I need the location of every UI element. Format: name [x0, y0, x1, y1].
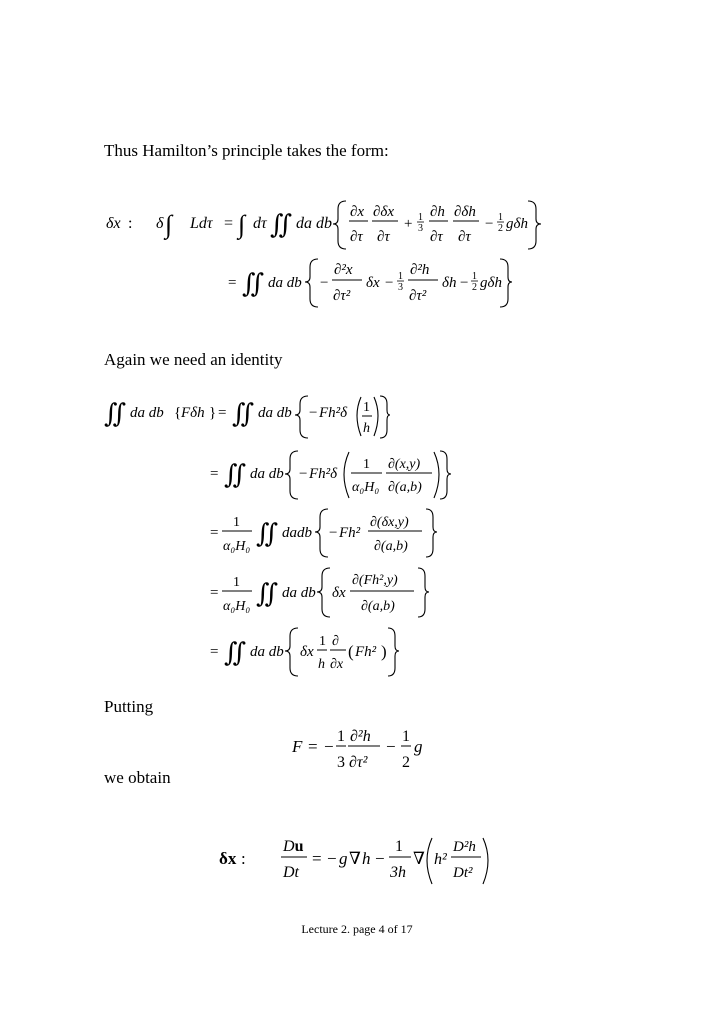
svg-text:{: { — [174, 405, 182, 421]
svg-text:∂τ: ∂τ — [458, 229, 471, 245]
svg-text:1: 1 — [402, 728, 410, 745]
svg-text:δx: δx — [300, 644, 314, 660]
svg-text:g: g — [339, 849, 348, 868]
svg-text:∂x: ∂x — [350, 204, 365, 220]
svg-text:∬: ∬ — [256, 579, 279, 608]
equation-hamilton-line-2 — [222, 254, 512, 310]
svg-text:gδh: gδh — [480, 275, 502, 291]
svg-text:δx: δx — [106, 215, 121, 232]
svg-text:−: − — [327, 849, 337, 868]
svg-text:∂(a,b): ∂(a,b) — [374, 539, 408, 554]
svg-text:−: − — [329, 525, 338, 541]
svg-text:2: 2 — [402, 754, 410, 771]
svg-text:da db: da db — [250, 466, 284, 482]
svg-text:∫: ∫ — [165, 210, 173, 239]
svg-text:g: g — [414, 737, 423, 756]
svg-text:da db: da db — [268, 275, 302, 291]
svg-text:gδh: gδh — [506, 216, 528, 232]
svg-text:2: 2 — [498, 223, 503, 234]
svg-text:−: − — [324, 737, 334, 756]
equation-identity-line-2 — [206, 448, 451, 504]
svg-text:D²h: D²h — [453, 839, 476, 855]
svg-text:dτ: dτ — [253, 215, 267, 232]
svg-text:da db: da db — [282, 585, 316, 601]
svg-text:1: 1 — [319, 634, 326, 649]
svg-text:∫: ∫ — [238, 210, 246, 239]
svg-text:Ldτ: Ldτ — [190, 215, 213, 232]
svg-text:∂x: ∂x — [330, 657, 344, 672]
svg-text:δh: δh — [442, 275, 457, 291]
svg-text:=: = — [218, 405, 227, 421]
svg-text:∂(δx,y): ∂(δx,y) — [370, 515, 409, 530]
svg-text:Dt: Dt — [283, 864, 299, 881]
svg-text:=: = — [312, 849, 322, 868]
svg-text:α₀H₀: α₀H₀ — [223, 539, 251, 554]
svg-text:h: h — [363, 421, 370, 436]
svg-text:da db: da db — [296, 215, 332, 232]
svg-text:δx: δx — [219, 849, 237, 868]
svg-text:3h: 3h — [390, 864, 406, 881]
svg-text:Fh²δ: Fh²δ — [319, 405, 348, 421]
svg-text:∂δh: ∂δh — [454, 204, 476, 220]
svg-text:1: 1 — [363, 400, 370, 415]
svg-text:1: 1 — [233, 575, 240, 590]
svg-text:=: = — [210, 466, 219, 482]
svg-text:h²: h² — [434, 851, 447, 868]
svg-text:∬: ∬ — [232, 399, 255, 428]
svg-text:1: 1 — [472, 271, 477, 282]
svg-text:1: 1 — [337, 728, 345, 745]
equation-result — [215, 832, 505, 890]
svg-text:=: = — [228, 275, 237, 291]
svg-text:h: h — [318, 657, 325, 672]
svg-text:F: F — [292, 737, 303, 756]
svg-text:δx: δx — [332, 585, 346, 601]
svg-text:∂τ: ∂τ — [350, 229, 363, 245]
svg-text:=: = — [210, 525, 219, 541]
svg-text:1: 1 — [233, 515, 240, 530]
svg-text:1: 1 — [398, 271, 403, 282]
svg-text:Fh²: Fh² — [339, 525, 361, 541]
svg-text:∂(Fh²,y): ∂(Fh²,y) — [352, 573, 398, 588]
paragraph-putting: Putting — [104, 697, 154, 716]
equation-identity-line-5 — [206, 624, 406, 680]
svg-text:∂: ∂ — [332, 634, 339, 649]
page-footer: Lecture 2. page 4 of 17 — [301, 922, 413, 936]
svg-text:∂τ²: ∂τ² — [409, 288, 427, 304]
svg-text:1: 1 — [418, 212, 423, 223]
svg-text:−: − — [309, 405, 318, 421]
svg-text:∂(a,b): ∂(a,b) — [388, 480, 422, 495]
svg-text:Fh²δ: Fh²δ — [309, 466, 338, 482]
svg-text:1: 1 — [363, 457, 370, 472]
svg-text:=: = — [210, 585, 219, 601]
svg-text:∂τ²: ∂τ² — [349, 754, 368, 771]
svg-text:∂²h: ∂²h — [410, 262, 430, 278]
svg-text:Du: Du — [283, 838, 304, 855]
svg-text:∂²x: ∂²x — [334, 262, 353, 278]
svg-text:Fδh: Fδh — [181, 405, 205, 421]
svg-text:∂h: ∂h — [430, 204, 445, 220]
svg-text:−: − — [385, 275, 394, 291]
svg-text:): ) — [381, 642, 387, 661]
svg-text:(: ( — [348, 642, 354, 661]
svg-text:−: − — [485, 216, 494, 232]
equation-hamilton-line-1 — [100, 195, 540, 255]
svg-text:∂(x,y): ∂(x,y) — [388, 457, 421, 472]
svg-text:−: − — [320, 275, 329, 291]
paragraph-we-obtain: we obtain — [104, 768, 171, 787]
svg-text:−: − — [460, 275, 469, 291]
svg-text:∬: ∬ — [270, 210, 293, 239]
svg-text:δ: δ — [156, 215, 164, 232]
svg-text::: : — [241, 849, 246, 868]
svg-text:∬: ∬ — [224, 638, 247, 667]
svg-text:∇: ∇ — [349, 849, 361, 868]
svg-text:da db: da db — [258, 405, 292, 421]
svg-text:}: } — [209, 405, 217, 421]
svg-text:∬: ∬ — [242, 269, 265, 298]
equation-identity-line-1 — [100, 394, 390, 448]
svg-text:h: h — [362, 849, 371, 868]
svg-text:da db: da db — [130, 405, 164, 421]
svg-text:Fh²: Fh² — [355, 644, 377, 660]
svg-text:3: 3 — [337, 754, 345, 771]
svg-text:−: − — [375, 849, 385, 868]
svg-text:da db: da db — [250, 644, 284, 660]
svg-text:−: − — [299, 466, 308, 482]
svg-text:1: 1 — [395, 838, 403, 855]
paragraph-identity-intro: Again we need an identity — [104, 350, 283, 369]
svg-text:dadb: dadb — [282, 525, 312, 541]
svg-text:1: 1 — [498, 212, 503, 223]
svg-text:∂(a,b): ∂(a,b) — [361, 599, 395, 614]
svg-text:Dt²: Dt² — [453, 865, 473, 881]
svg-text:+: + — [404, 216, 413, 232]
svg-text:3: 3 — [398, 282, 403, 293]
svg-text:∬: ∬ — [224, 460, 247, 489]
svg-text:α₀H₀: α₀H₀ — [352, 480, 380, 495]
svg-text:∬: ∬ — [104, 399, 127, 428]
svg-text:3: 3 — [418, 223, 423, 234]
equation-identity-line-3 — [206, 505, 446, 561]
svg-text:∂τ: ∂τ — [377, 229, 390, 245]
svg-text:−: − — [386, 737, 396, 756]
svg-text:∂²h: ∂²h — [350, 728, 371, 745]
svg-text:∇: ∇ — [413, 849, 425, 868]
svg-text:=: = — [308, 737, 318, 756]
svg-text:∬: ∬ — [256, 519, 279, 548]
paragraph-hamilton-intro: Thus Hamilton’s principle takes the form: — [104, 141, 389, 160]
svg-text:δx: δx — [366, 275, 380, 291]
svg-text:α₀H₀: α₀H₀ — [223, 599, 251, 614]
svg-text:2: 2 — [472, 282, 477, 293]
equation-identity-line-4 — [206, 564, 436, 622]
svg-text::: : — [128, 215, 133, 232]
svg-text:∂τ: ∂τ — [430, 229, 443, 245]
equation-putting — [286, 722, 436, 776]
svg-text:∂τ²: ∂τ² — [333, 288, 351, 304]
svg-text:=: = — [224, 215, 234, 232]
svg-text:∂δx: ∂δx — [373, 204, 395, 220]
svg-text:=: = — [210, 644, 219, 660]
